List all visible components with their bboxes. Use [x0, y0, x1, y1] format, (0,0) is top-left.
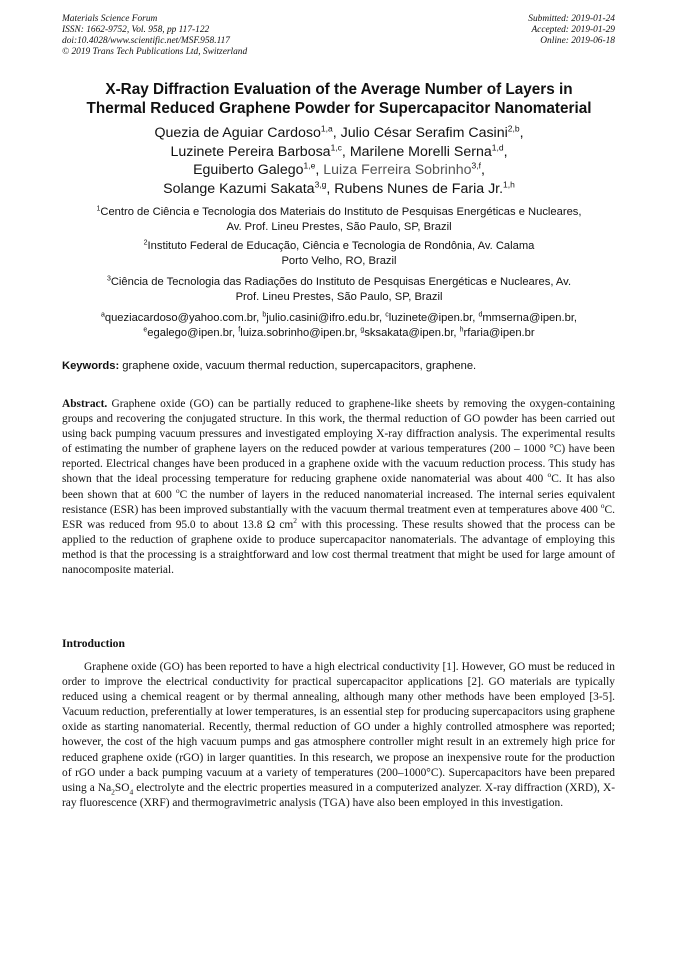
author-line-1: Quezia de Aguiar Cardoso$^{1,a}$, Julio César Serafim Casini$^{2,b}$, [154, 123, 524, 141]
formula-sub: 2 [111, 787, 115, 797]
paper-title [40, 80, 638, 118]
running-header-right [528, 14, 615, 47]
accepted-date: Accepted: 2019-01-29 [531, 25, 615, 35]
email-sup: g [360, 325, 365, 333]
author-affil-sup: 3,f [471, 160, 481, 171]
author-line-4: Solange Kazumi Sakata$^{3,g}$, Rubens Nunes de Faria Jr.$^{1,h}$ [163, 178, 515, 197]
author-name: Solange Kazumi Sakata [163, 180, 315, 197]
keywords-label: Keywords: [62, 360, 120, 372]
email-sup: a [100, 311, 105, 319]
affiliation-text: Centro de Ciência e Tecnologia dos Materiais do Instituto de Pesquisas Energéticas e Nucleares, [100, 206, 582, 218]
email-link[interactable]: luzinete@ipen.br, [388, 312, 479, 324]
email-sup: d [478, 311, 483, 319]
affiliation-sup: 2 [143, 239, 148, 247]
email-sup: h [459, 325, 464, 333]
running-header-left [62, 14, 247, 58]
author-affil-sup: 2,b [507, 123, 520, 134]
doi-line: doi:10.4028/www.scientific.net/MSF.958.117 [62, 36, 230, 46]
abstract-text: Graphene oxide (GO) can be partially reduced to graphene-like sheets by removing the oxygen-containing groups and recovering the conjugated structure. In this work, the thermal reduction of GO powder has been carried out using back pumping vacuum pressures and investigated employing X-ray diffraction analysis. The experimental results of estimating the number of graphene layers on the reduced powder at various temperatures (200 – 1000 °C) have been reported. Electrical changes have been produced in a graphene oxide with the vacuum reduction process. This study has shown that the ideal processing temperature for reducing graphene oxide nanomaterial was about 400 [62, 398, 615, 486]
formula-sub: 4 [129, 787, 134, 797]
email-link[interactable]: egalego@ipen.br, [147, 326, 239, 339]
submitted-date: Submitted: 2019-01-24 [528, 14, 615, 24]
degree-sup: o [600, 500, 605, 510]
copyright-line: © 2019 Trans Tech Publications Ltd, Switzerland [62, 47, 248, 57]
issn-line: ISSN: 1662-9752, Vol. 958, pp 117-122 [62, 25, 210, 35]
title-line-1: X-Ray Diffraction Evaluation of the Average Number of Layers in [105, 81, 573, 98]
author-name: Luiza Ferreira Sobrinho [323, 162, 472, 178]
email-link[interactable]: julio.casini@ifro.edu.br, [266, 312, 386, 324]
author-affil-sup: 1,c [330, 141, 342, 152]
degree-sup: o [175, 485, 180, 495]
email-link[interactable]: sksakata@ipen.br, [364, 326, 460, 339]
email-link[interactable]: rfaria@ipen.br [463, 326, 535, 339]
abstract-text: with this processing. These results showed that the process can be applied to the reduction of graphene oxide to produce supercapacitor nanomaterials. The advantage of employing this method is that the processing is a straightforward and low cost thermal treatment that might be used for large amount of nanocomposite material. [62, 518, 616, 577]
introduction-paragraph [62, 660, 615, 811]
author-name: Julio César Serafim Casini [340, 125, 508, 141]
author-name: Luzinete Pereira Barbosa [170, 143, 331, 160]
email-link[interactable]: mmserna@ipen.br, [482, 312, 578, 324]
introduction-text: electrolyte and the electric properties measured in a computerized analyzer. X-ray diffraction (XRD), X-ray fluorescence (XRF) and thermogravimetric analysis (TGA) have also been employed in this investigation. [62, 781, 615, 809]
author-list [40, 124, 638, 198]
journal-name: Materials Science Forum [62, 14, 158, 24]
author-name: Marilene Morelli Serna [349, 143, 492, 160]
abstract-text: C. It has also been shown that at 600 [62, 473, 615, 501]
keywords [62, 360, 622, 372]
email-link[interactable]: queziacardoso@yahoo.com.br, [104, 312, 263, 324]
abstract-text: C. ESR was reduced from 95.0 to about 13.8 Ω cm [62, 503, 615, 531]
email-sup: c [385, 311, 389, 319]
author-line-3: Eguiberto Galego$^{1,e}$, Luiza Ferreira Sobrinho$^{3,f}$, [193, 160, 485, 178]
affiliation-3 [40, 275, 638, 304]
affiliation-2 [40, 239, 638, 268]
author-affil-sup: 1,h [503, 178, 515, 189]
affiliation-text: Instituto Federal de Educação, Ciência e Tecnologia de Rondônia, Av. Calama [147, 240, 535, 252]
abstract-text: C the number of layers in the reduced nanomaterial increased. The internal series equivalent resistance (ESR) has been improved substantially with the vacuum thermal treatment even at temperatures above 400 [62, 488, 615, 516]
email-sup: b [262, 311, 267, 319]
email-link[interactable]: luiza.sobrinho@ipen.br, [240, 326, 361, 339]
introduction-text: Graphene oxide (GO) has been reported to have a high electrical conductivity [1]. However, GO must be reduced in order to improve the electrical conductivity for practical supercapacitor applications [2]. GO materials are typically reduced using a chemical reagent or by thermal annealing, although many other methods have been employed [3-5]. Vacuum reduction, preferentially at lower temperatures, is an essential step for producing supercapacitors using graphene oxide as starting nanomaterial. Recently, thermal reduction of GO under a highly controlled atmosphere was reported; however, the cost of the high vacuum pumps and gas atmosphere controller might result in an extremely high price for reduced graphene oxide (rGO) in larger quantities. In this research, we propose an inexpensive route for the production of rGO under a back pumping vacuum at a variety of temperatures (200–1000°C). Supercapacitors have been prepared using a Na [62, 661, 615, 794]
author-affil-sup: 1,d [491, 141, 504, 152]
abstract-label: Abstract. [62, 398, 108, 410]
online-date: Online: 2019-06-18 [540, 36, 615, 46]
author-name: Eguiberto Galego [193, 162, 304, 178]
section-heading-introduction: Introduction [62, 637, 125, 650]
affiliation-text: Prof. Lineu Prestes, São Paulo, SP, Brazil [235, 290, 443, 303]
introduction-text: SO [114, 781, 130, 794]
affiliation-text: Av. Prof. Lineu Prestes, São Paulo, SP, Brazil [226, 220, 452, 233]
email-sup: f [238, 325, 241, 333]
title-line-2: Thermal Reduced Graphene Powder for Supercapacitor Nanomaterial [86, 100, 592, 117]
affiliation-1 [40, 205, 638, 234]
email-list [40, 311, 638, 340]
unit-sup: 2 [293, 515, 297, 525]
degree-sup: o [547, 470, 552, 480]
author-affil-sup: 1,e [303, 160, 316, 171]
affiliation-sup: 3 [106, 275, 111, 283]
author-affil-sup: 1,a [320, 123, 333, 134]
email-sup: e [143, 325, 148, 333]
author-name: Rubens Nunes de Faria Jr. [334, 180, 504, 197]
affiliation-text: Porto Velho, RO, Brazil [281, 254, 397, 267]
author-name: Quezia de Aguiar Cardoso [154, 125, 321, 141]
keywords-text: graphene oxide, vacuum thermal reduction, supercapacitors, graphene. [119, 360, 477, 372]
author-line-2: Luzinete Pereira Barbosa$^{1,c}$, Marilene Morelli Serna$^{1,d}$, [170, 141, 508, 160]
abstract [62, 397, 615, 578]
author-affil-sup: 3,g [314, 178, 327, 189]
affiliation-sup: 1 [96, 205, 101, 213]
affiliation-text: Ciência de Tecnologia das Radiações do Instituto de Pesquisas Energéticas e Nucleares, Av. [110, 276, 572, 288]
